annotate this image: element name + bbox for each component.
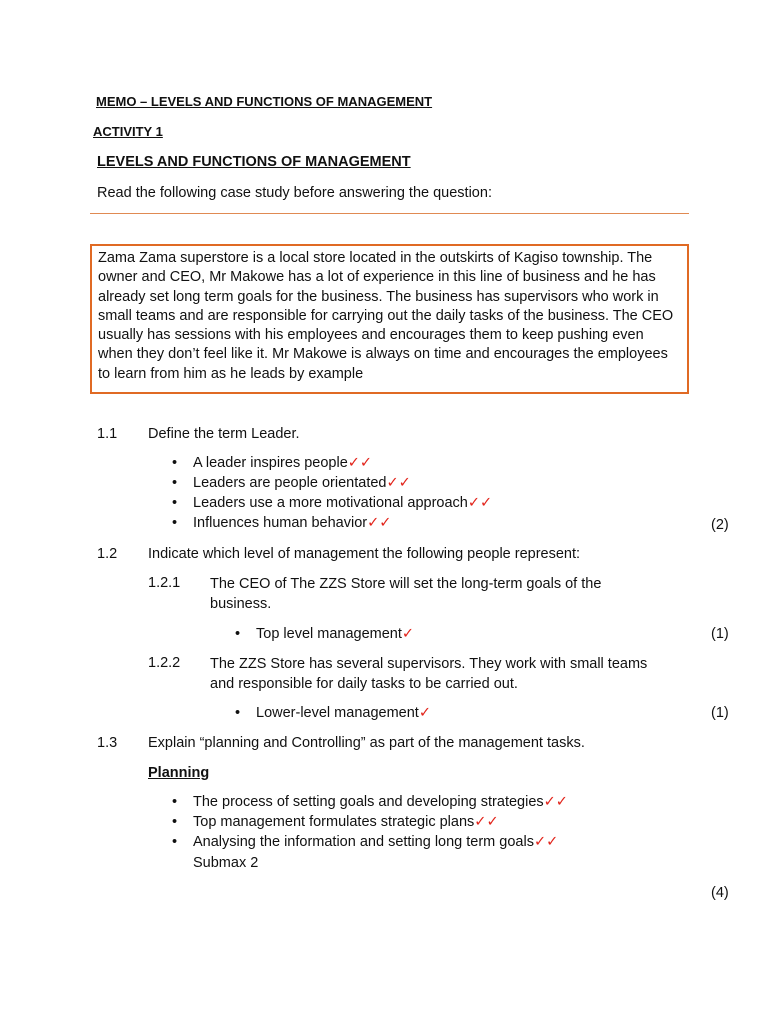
list-item	[193, 515, 391, 531]
marks-label: (2)	[711, 517, 729, 533]
tick-mark: ✓	[418, 705, 431, 721]
marks-label: (1)	[711, 626, 729, 642]
intro-text: Read the following case study before answering the question:	[97, 185, 492, 201]
tick-mark: ✓✓	[386, 475, 411, 491]
section-heading: LEVELS AND FUNCTIONS OF MANAGEMENT	[97, 154, 411, 170]
tick-mark: ✓✓	[533, 834, 559, 850]
tick-mark: ✓✓	[347, 455, 373, 471]
case-study-box	[90, 244, 689, 394]
q1-2-1-number: 1.2.1	[148, 575, 181, 591]
q1-2-question: Indicate which level of management the following people represent:	[148, 546, 581, 562]
activity-label: ACTIVITY 1	[93, 124, 163, 139]
list-item	[193, 495, 492, 511]
bullet-text: Top management formulates strategic plans	[193, 814, 475, 830]
q1-2-2-number: 1.2.2	[148, 655, 181, 671]
list-item	[256, 705, 431, 721]
list-item	[193, 834, 558, 850]
q1-1-question: Define the term Leader.	[148, 426, 300, 442]
tick-mark: ✓✓	[543, 794, 568, 810]
q1-2-1-text: The CEO of The ZZS Store will set the long-term goals of the business.	[210, 576, 602, 612]
q1-2-number: 1.2	[97, 546, 118, 562]
q1-3-number: 1.3	[97, 735, 118, 751]
tick-mark: ✓✓	[474, 814, 499, 830]
q1-1-number: 1.1	[97, 426, 118, 442]
q1-2-2-text: The ZZS Store has several supervisors. They work with small teams and responsible for daily tasks to be carried out.	[210, 656, 648, 692]
bullet-text: A leader inspires people	[193, 455, 348, 471]
list-item	[256, 626, 414, 642]
tick-mark: ✓✓	[367, 515, 392, 531]
list-item	[193, 455, 372, 471]
marks-label: (4)	[711, 885, 729, 901]
bullet-text: Analysing the information and setting long term goals	[193, 834, 534, 850]
tick-mark: ✓✓	[467, 495, 493, 511]
list-item	[193, 814, 499, 830]
bullet-text: Leaders use a more motivational approach	[193, 495, 468, 511]
submax-label: Submax 2	[193, 855, 259, 871]
divider	[90, 213, 689, 214]
bullet-text: Leaders are people orientated	[193, 475, 387, 491]
bullet-text: Influences human behavior	[193, 515, 368, 531]
marks-label: (1)	[711, 705, 729, 721]
memo-title: MEMO – LEVELS AND FUNCTIONS OF MANAGEMENT	[96, 94, 433, 109]
answer-text: Top level management	[256, 626, 402, 642]
tick-mark: ✓	[401, 626, 415, 642]
list-item	[193, 794, 568, 810]
planning-heading: Planning	[148, 765, 210, 781]
q1-3-question: Explain “planning and Controlling” as part of the management tasks.	[148, 735, 585, 751]
bullet-text: The process of setting goals and developing strategies	[193, 794, 544, 810]
list-item	[193, 475, 411, 491]
answer-text: Lower-level management	[256, 705, 419, 721]
case-study-text: Zama Zama superstore is a local store located in the outskirts of Kagiso township. The owner and CEO, Mr Makowe has a lot of experience in this line of business and he has already set long term goals for the business. The business has supervisors who work in small teams and are responsible for carrying out the daily tasks of the business. The CEO usually has sessions with his employees and encourages them to keep pushing even when they don’t feel like it. Mr Makowe is always on time and encourages the employees to learn from him as he leads by example	[98, 250, 674, 382]
